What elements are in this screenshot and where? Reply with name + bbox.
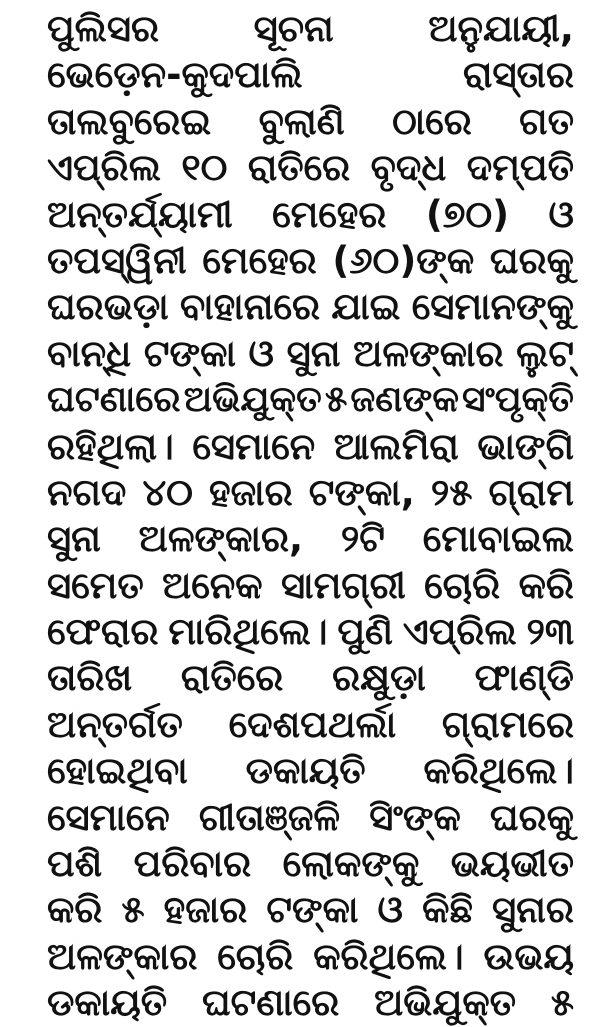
word: ସିଂଙ୍କ: [369, 795, 461, 839]
word: ଭାଙ୍ଗି: [477, 424, 574, 468]
word: କରି: [518, 563, 574, 607]
word: ପୁଲିସର: [47, 7, 160, 50]
word: ଯାଇ: [331, 285, 401, 329]
word: ୫: [324, 379, 348, 421]
word: ୫: [121, 888, 145, 932]
text-line: [47, 516, 574, 562]
word: ସୁନା: [286, 331, 341, 375]
word: ଘଟଣାରେ: [47, 379, 181, 421]
word: ହୋଇଥିବା: [47, 749, 188, 793]
word: ଆଲମିରା: [333, 424, 459, 468]
word: ଅଳଙ୍କାର,: [138, 517, 304, 561]
word: ତାରିଖ: [47, 656, 133, 700]
word: ଲୋକଙ୍କୁ: [282, 842, 420, 886]
word: ଅନ୍ତର୍ଗତ: [47, 702, 183, 746]
text-line: [47, 52, 574, 98]
word: ଫାଣ୍ଡି: [474, 656, 574, 700]
word: କିଛି: [422, 888, 473, 932]
text-line: [47, 655, 574, 701]
text-line: [47, 795, 574, 841]
word: ଉଭୟ: [483, 934, 574, 978]
text-line: [47, 563, 574, 609]
word: ପରିବାର: [133, 842, 252, 886]
word: ପୁଣି: [337, 610, 393, 654]
word: ବୃଦ୍ଧ: [370, 146, 447, 190]
word: ଡକାୟତି: [47, 981, 168, 1025]
word: ଭେଡ଼େନ-କୁଦପାଲି: [47, 53, 303, 97]
word: ରାତିରେ: [180, 656, 284, 700]
text-line: [47, 6, 574, 52]
word: ବୁଲାଣି: [258, 99, 345, 143]
word: ଅଳଙ୍କାର: [47, 934, 198, 978]
text-line: [47, 841, 574, 887]
word: (୭୦): [425, 192, 510, 236]
word: ଓ: [248, 331, 275, 375]
word: ସୁନା: [47, 517, 101, 561]
word: ଏପ୍ରିଲ: [47, 146, 161, 190]
word: ସମେତ: [47, 563, 144, 607]
word: ସଂପୃକ୍ତି: [462, 379, 574, 421]
word: ୨ଟି: [340, 517, 385, 561]
word: ସୂଚନା: [253, 7, 334, 50]
word: ଦମ୍ପତି: [466, 146, 574, 190]
word: କରିଥିଲେ।: [423, 749, 574, 793]
text-line: [47, 980, 574, 1026]
word: ଚୋରି: [424, 563, 501, 607]
word: ଗୀତାଞ୍ଜଳି: [198, 795, 341, 839]
word: ତାଲବୁରେଇ: [47, 99, 212, 143]
word: ଲୁଟ୍: [516, 331, 574, 375]
word: ସାମଗ୍ରୀ: [281, 563, 406, 607]
text-line: [47, 238, 574, 284]
word: ଗ୍ରାମ: [488, 470, 574, 514]
word: ଏପ୍ରିଲ: [402, 610, 517, 654]
text-line: [47, 934, 574, 980]
word: ଭୟଭୀତ: [450, 842, 574, 886]
word: ମୋବାଇଲ: [422, 517, 574, 561]
word: ବାହାନାରେ: [180, 285, 321, 329]
word: ଅଳଙ୍କାର: [353, 331, 504, 375]
word: ଘରକୁ: [489, 238, 574, 282]
word: ଟଙ୍କା,: [308, 470, 415, 514]
word: ଟଙ୍କା: [143, 331, 236, 375]
word: ଘରକୁ: [489, 795, 574, 839]
word: ମେହେର: [202, 238, 317, 282]
text-line: [47, 284, 574, 330]
word: ଟଙ୍କା: [266, 888, 359, 932]
word: ଡକାୟତି: [245, 749, 366, 793]
word: ଅଭିଯୁକ୍ତ: [183, 379, 322, 421]
word: ସୁନାର: [492, 888, 574, 932]
word: ଠାରେ: [392, 99, 472, 143]
word: ରହିଥିଲା।: [47, 424, 174, 468]
text-line: [47, 99, 574, 145]
word: ୪୦: [142, 470, 193, 514]
text-line: [47, 470, 574, 516]
word: ଘରଭଡ଼ା: [47, 285, 169, 329]
word: ତପସ୍ୱିନୀ: [47, 238, 187, 282]
word: ବାନ୍ଧି: [47, 331, 132, 375]
word: ସେମାନଙ୍କୁ: [411, 285, 574, 329]
text-line: [47, 748, 574, 794]
word: ନଗଦ: [47, 470, 127, 514]
word: ରାତିରେ: [247, 146, 351, 190]
word: ଫେରାର: [47, 610, 159, 654]
word: ହଜାର: [209, 470, 293, 514]
word: ୧୦: [181, 146, 228, 190]
word: କରି: [47, 888, 103, 932]
word: ଚୋରି: [217, 934, 294, 978]
word: କରିଥିଲେ।: [313, 934, 464, 978]
word: ରାସ୍ତାର: [463, 53, 574, 97]
word: ଅନେକ: [162, 563, 263, 607]
text-line: [47, 377, 574, 423]
word: ଦେଶପଥର୍ଲା: [228, 702, 397, 746]
word: ସେମାନେ: [47, 795, 170, 839]
word: ମାରିଥିଲେ।: [168, 610, 328, 654]
word: ୨୫: [430, 470, 473, 514]
word: ରକ୍ଷୁଡ଼ା: [332, 656, 426, 700]
word: (୬୦)ଙ୍କ: [332, 238, 475, 282]
word: ଅନ୍ତର୍ଯ୍ୟାମୀ: [47, 192, 233, 236]
text-line: [47, 192, 574, 238]
word: ଅଭିଯୁକ୍ତ: [374, 981, 517, 1025]
text-line: [47, 331, 574, 377]
word: ସେମାନେ: [192, 424, 316, 468]
text-line: [47, 424, 574, 470]
word: ଘଟଣାରେ: [201, 981, 340, 1025]
text-line: [47, 702, 574, 748]
text-line: [47, 145, 574, 191]
word: ଓ: [548, 192, 574, 236]
word: ଗତ: [519, 99, 574, 143]
word: ପଶି: [47, 842, 103, 886]
word: ଗ୍ରାମରେ: [441, 702, 574, 746]
word: ଓ: [377, 888, 404, 932]
text-line: [47, 887, 574, 933]
word: ମେହେର: [272, 192, 387, 236]
word: ଅନୁଯାୟୀ,: [428, 7, 574, 50]
word: ୨୩: [526, 610, 574, 654]
word: ଜଣଙ୍କ: [350, 379, 459, 421]
word: ୫: [550, 981, 574, 1025]
text-line: [47, 609, 574, 655]
word: ହଜାର: [163, 888, 248, 932]
